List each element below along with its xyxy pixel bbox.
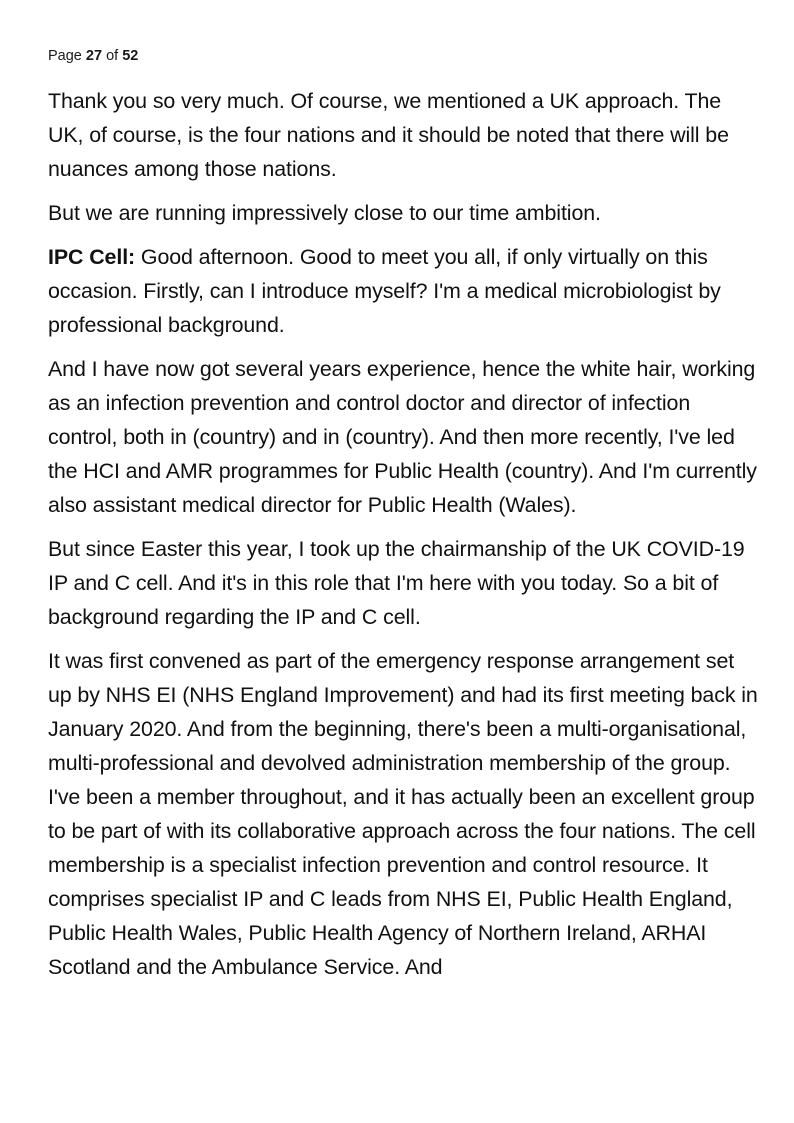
paragraph-text: And I have now got several years experience, hence the white hair, working as an infection prevention and control doctor and director of infection control, both in (country) and in (country). And then more recently, I've led the HCI and AMR programmes for Public Health (country). And I'm currently also assistant medical director for Public Health (Wales).: [48, 357, 757, 517]
transcript-paragraph: [48, 532, 760, 634]
paragraph-text: Good afternoon. Good to meet you all, if only virtually on this occasion. Firstly, can I introduce myself? I'm a medical microbiologist by professional background.: [48, 245, 721, 337]
current-page-number: 27: [85, 48, 103, 64]
speaker-label: IPC Cell:: [48, 245, 136, 269]
transcript-paragraph: [48, 84, 760, 186]
page-label: Page: [48, 48, 82, 64]
paragraph-text: Thank you so very much. Of course, we mentioned a UK approach. The UK, of course, is the four nations and it should be noted that there will be nuances among those nations.: [48, 89, 729, 181]
transcript-paragraph: [48, 644, 760, 984]
transcript-paragraph: [48, 240, 760, 342]
page-of-label: of: [106, 48, 119, 64]
transcript-paragraph: [48, 352, 760, 522]
transcript-paragraph: [48, 196, 760, 230]
total-pages-number: 52: [122, 48, 139, 64]
transcript-body: [48, 84, 760, 994]
page-number-header: [48, 47, 138, 65]
paragraph-text: But we are running impressively close to our time ambition.: [48, 201, 601, 225]
paragraph-text: But since Easter this year, I took up the chairmanship of the UK COVID-19 IP and C cell. And it's in this role that I'm here with you today. So a bit of background regarding the IP and C cell.: [48, 537, 745, 629]
paragraph-text: It was first convened as part of the emergency response arrangement set up by NHS EI (NHS England Improvement) and had its first meeting back in January 2020. And from the beginning, there's been a multi-organisational, multi-professional and devolved administration membership of the group. I've been a member throughout, and it has actually been an excellent group to be part of with its collaborative approach across the four nations. The cell membership is a specialist infection prevention and control resource. It comprises specialist IP and C leads from NHS EI, Public Health England, Public Health Wales, Public Health Agency of Northern Ireland, ARHAI Scotland and the Ambulance Service. And: [48, 649, 758, 979]
